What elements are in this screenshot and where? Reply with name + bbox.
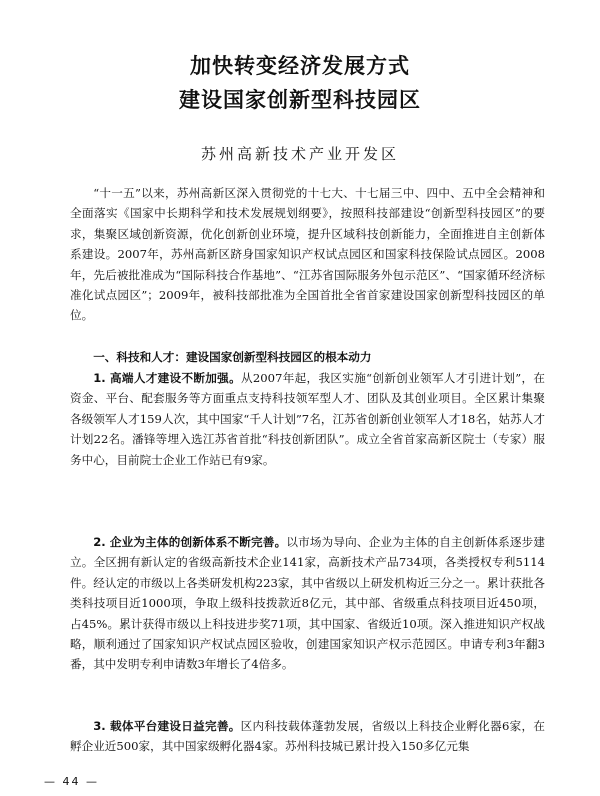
paragraph-platform-body: 区内科技载体蓬勃发展，省级以上科技企业孵化器6家，在孵企业近500家，其中国家级孵化器4家。苏州科技城已累计投入150多亿元集 bbox=[70, 719, 545, 754]
title-line-2: 建设国家创新型科技园区 bbox=[179, 87, 421, 112]
author-organization: 苏州高新技术产业开发区 bbox=[200, 145, 399, 163]
paragraph-innovation-lead: 2. 企业为主体的创新体系不断完善。 bbox=[93, 535, 287, 549]
paragraph-innovation-body: 以市场为导向、企业为主体的自主创新体系逐步建立。全区拥有新认定的省级高新技术企业141家，高新技术产品734项，各类授权专利5114件。经认定的市级以上各类研发机构223家，其中省级以上研发机构近三分之一。累计获批各类科技项目近1000项，争取上级科技拨款近8亿元，其中部、省级重点科技项目近450项，占45%。累计获得市级以上科技进步奖71项，其中国家、省级近10项。深入推进知识产权战略，顺利通过了国家知识产权试点园区验收，创建国家知识产权示范园区。申请专利3年翻3番，其中发明专利申请数3年增长了4倍多。 bbox=[70, 535, 545, 672]
paragraph-talent-lead: 1. 高端人才建设不断加强。 bbox=[93, 371, 242, 385]
title-line-1: 加快转变经济发展方式 bbox=[190, 53, 410, 78]
paragraph-innovation-system bbox=[70, 532, 545, 675]
intro-paragraph: “十一五”以来，苏州高新区深入贯彻党的十七大、十七届三中、四中、五中全会精神和全面落实《国家中长期科学和技术发展规划纲要》，按照科技部建设“创新型科技园区”的要求，集聚区域创新资源，优化创新创业环境，提升区域科技创新能力，全面推进自主创新体系建设。2007年，苏州高新区跻身国家知识产权试点园区和国家科技保险试点园区。2008年，先后被批准成为“国际科技合作基地”、“江苏省国际服务外包示范区”、“国家循环经济标准化试点园区”；2009年，被科技部批准为全国首批全省首家建设国家创新型科技园区的单位。 bbox=[70, 186, 545, 323]
page-number: — 44 — bbox=[44, 775, 99, 788]
paragraph-talent bbox=[70, 368, 545, 470]
section-heading-1: 一、科技和人才：建设国家创新型科技园区的根本动力 bbox=[93, 350, 372, 364]
paragraph-talent-body: 从2007年起，我区实施“创新创业领军人才引进计划”，在资金、平台、配套服务等方面重点支持科技领军型人才、团队及其创业项目。全区累计集聚各级领军人才159人次，其中国家“千人计划”7名，江苏省创新创业领军人才18名，姑苏人才计划22名。潘锋等埋入选江苏省首批“科技创新团队”。成立全省首家高新区院士（专家）服务中心，目前院士企业工作站已有9家。 bbox=[70, 371, 545, 467]
paragraph-platform-lead: 3. 载体平台建设日益完善。 bbox=[93, 719, 241, 733]
paragraph-platform bbox=[70, 716, 545, 757]
